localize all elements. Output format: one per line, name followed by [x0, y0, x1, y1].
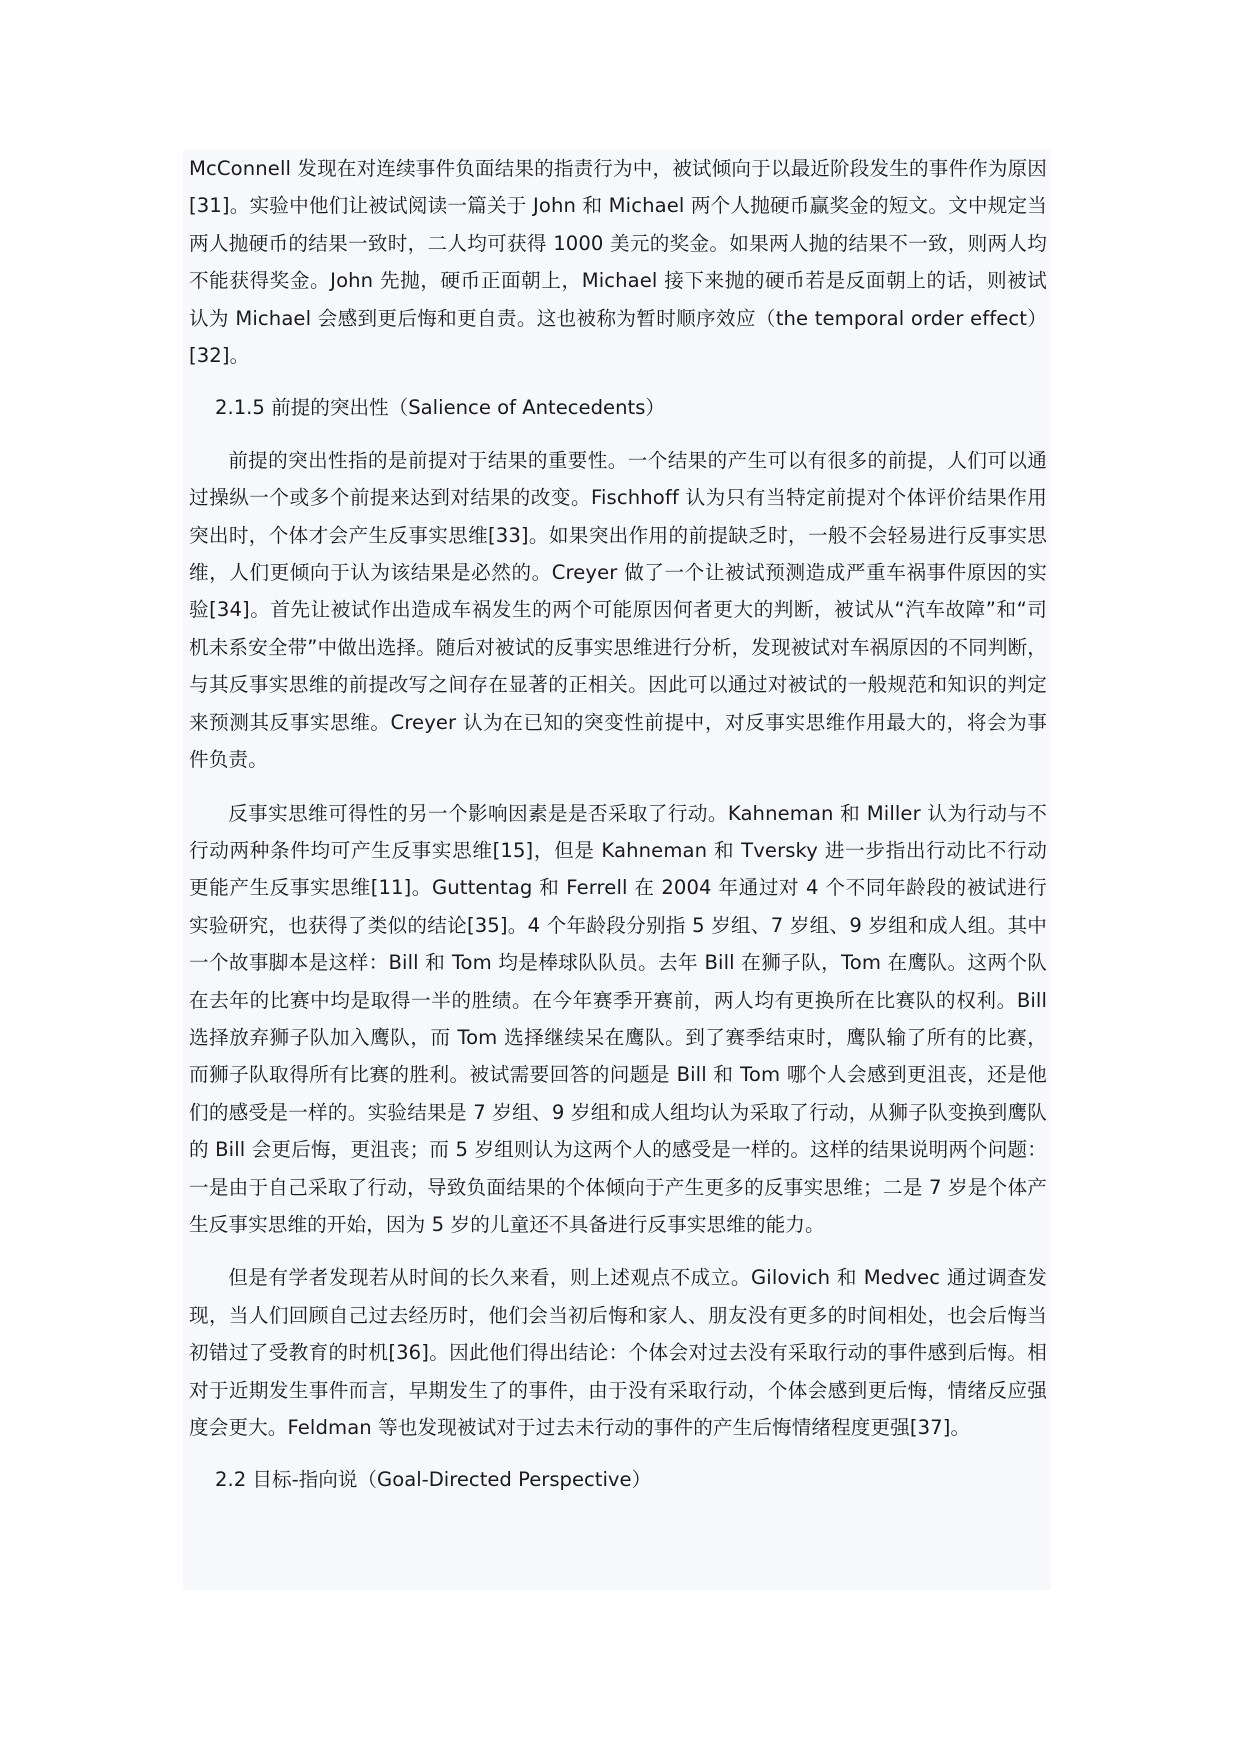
section-heading-2-2: 2.2 目标-指向说（Goal-Directed Perspective） [215, 1468, 652, 1492]
document-body [183, 150, 1051, 1590]
paragraph-action-inaction: 反事实思维可得性的另一个影响因素是是否采取了行动。Kahneman 和 Miller 认为行动与不行动两种条件均可产生反事实思维[15]，但是 Kahneman 和 Tversky 进一步指出行动比不行动更能产生反事实思维[11]。Guttentag 和 Ferrell 在 2004 年通过对 4 个不同年龄段的被试进行实验研究，也获得了类似的结论[35]。4 个年龄段分别指 5 岁组、7 岁组、9 岁组和成人组。其中一个故事脚本是这样：Bill 和 Tom 均是棒球队队员。去年 Bill 在狮子队，Tom 在鹰队。这两个队在去年的比赛中均是取得一半的胜绩。在今年赛季开赛前，两人均有更换所在比赛队的权利。Bill 选择放弃狮子队加入鹰队，而 Tom 选择继续呆在鹰队。到了赛季结束时，鹰队输了所有的比赛，而狮子队取得所有比赛的胜利。被试需要回答的问题是 Bill 和 Tom 哪个人会感到更沮丧，还是他们的感受是一样的。实验结果是 7 岁组、9 岁组和成人组均认为采取了行动，从狮子队变换到鹰队的 Bill 会更后悔，更沮丧；而 5 岁组则认为这两个人的感受是一样的。这样的结果说明两个问题：一是由于自己采取了行动，导致负面结果的个体倾向于产生更多的反事实思维；二是 7 岁是个体产生反事实思维的开始，因为 5 岁的儿童还不具备进行反事实思维的能力。 [189, 801, 1047, 1236]
spacer [189, 1446, 1047, 1461]
section-heading-2-1-5: 2.1.5 前提的突出性（Salience of Antecedents） [215, 396, 665, 420]
spacer [189, 374, 1047, 389]
spacer [189, 779, 1047, 795]
paragraph-salience: 前提的突出性指的是前提对于结果的重要性。一个结果的产生可以有很多的前提，人们可以通过操纵一个或多个前提来达到对结果的改变。Fischhoff 认为只有当特定前提对个体评价结果作用突出时，个体才会产生反事实思维[33]。如果突出作用的前提缺乏时，一般不会轻易进行反事实思维，人们更倾向于认为该结果是必然的。Creyer 做了一个让被试预测造成严重车祸事件原因的实验[34]。首先让被试作出造成车祸发生的两个可能原因何者更大的判断，被试从“汽车故障”和“司机未系安全带”中做出选择。随后对被试的反事实思维进行分析，发现被试对车祸原因的不同判断，与其反事实思维的前提改写之间存在显著的正相关。因此可以通过对被试的一般规范和知识的判定来预测其反事实思维。Creyer 认为在已知的突变性前提中，对反事实思维作用最大的，将会为事件负责。 [189, 448, 1047, 772]
paragraph-long-term-regret: 但是有学者发现若从时间的长久来看，则上述观点不成立。Gilovich 和 Medvec 通过调查发现，当人们回顾自己过去经历时，他们会当初后悔和家人、朋友没有更多的时间相处，也会后悔当初错过了受教育的时机[36]。因此他们得出结论：个体会对过去没有采取行动的事件感到后悔。相对于近期发生事件而言，早期发生了的事件，由于没有采取行动，个体会感到更后悔，情绪反应强度会更大。Feldman 等也发现被试对于过去未行动的事件的产生后悔情绪程度更强[37]。 [189, 1266, 1047, 1439]
paragraph-temporal-order: McConnell 发现在对连续事件负面结果的指责行为中，被试倾向于以最近阶段发生的事件作为原因[31]。实验中他们让被试阅读一篇关于 John 和 Michael 两个人抛硬币赢奖金的短文。文中规定当两人抛硬币的结果一致时，二人均可获得 1000 美元的奖金。如果两人抛的结果不一致，则两人均不能获得奖金。John 先抛，硬币正面朝上，Michael 接下来抛的硬币若是反面朝上的话，则被试认为 Michael 会感到更后悔和更自责。这也被称为暂时顺序效应（the temporal order effect）[32]。 [189, 157, 1047, 368]
spacer [189, 427, 1047, 442]
spacer [189, 1243, 1047, 1259]
